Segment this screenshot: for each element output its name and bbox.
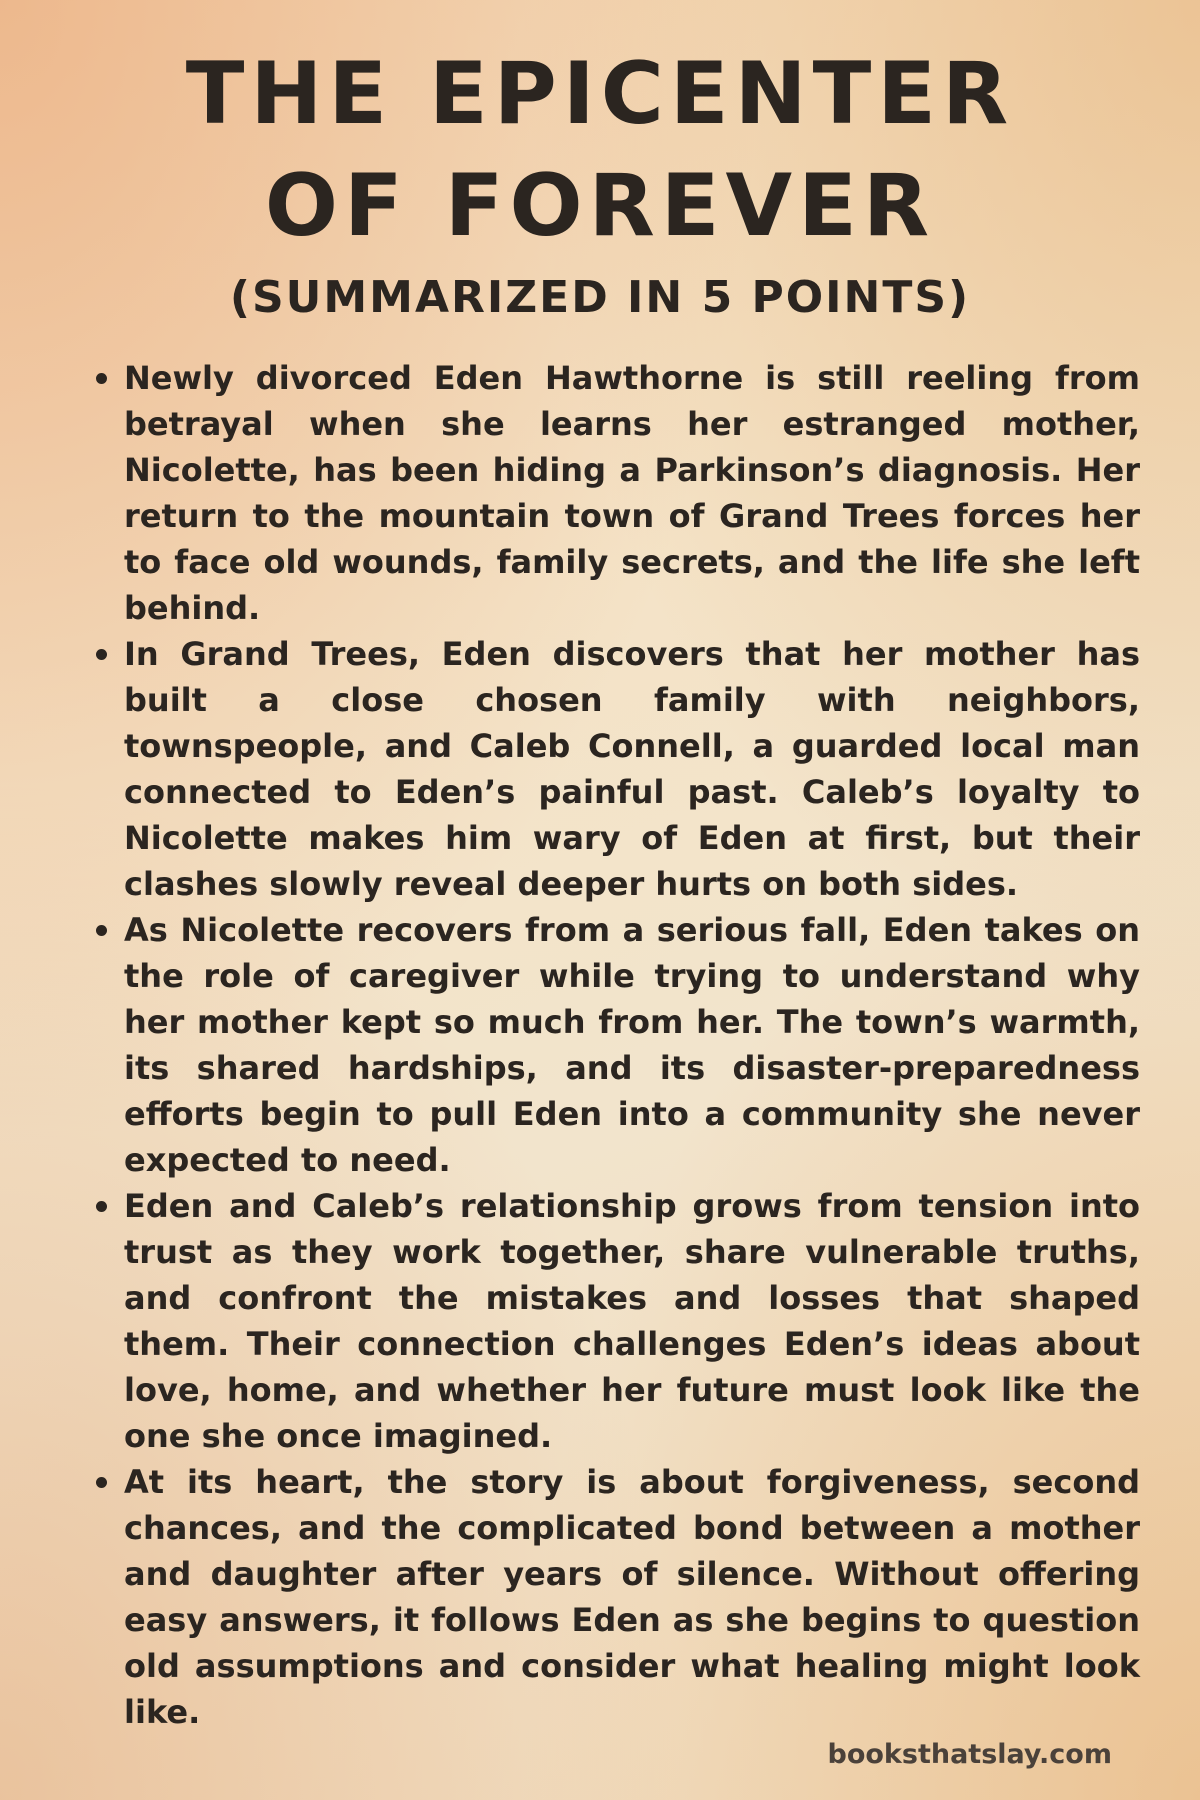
bullet-icon [96, 1477, 107, 1488]
summary-point-1 [90, 355, 1140, 631]
bullet-icon [96, 925, 107, 936]
summary-point-text: As Nicolette recovers from a serious fall, Eden takes on the role of caregiver while trying to understand why her mother kept so much from her. The town’s warmth, its shared hardships, and its disaster-preparedness efforts begin to pull Eden into a community she never expected to need. [124, 911, 1140, 1179]
summary-point-text: In Grand Trees, Eden discovers that her mother has built a close chosen family with neighbors, townspeople, and Caleb Connell, a guarded local man connected to Eden’s painful past. Caleb’s loyalty to Nicolette makes him wary of Eden at first, but their clashes slowly reveal deeper hurts on both sides. [124, 635, 1140, 903]
summary-point-text: Newly divorced Eden Hawthorne is still reeling from betrayal when she learns her estranged mother, Nicolette, has been hiding a Parkinson’s diagnosis. Her return to the mountain town of Grand Trees forces her to face old wounds, family secrets, and the life she left behind. [124, 359, 1140, 627]
page-title: THE EPICENTER OF FOREVER [185, 44, 1015, 256]
page-subtitle: (SUMMARIZED IN 5 POINTS) [229, 272, 971, 323]
bullet-icon [96, 1201, 107, 1212]
summary-points-list [90, 355, 1140, 1735]
website-credit: booksthatslay.com [827, 1739, 1112, 1770]
summary-point-3 [90, 907, 1140, 1183]
summary-point-2 [90, 631, 1140, 907]
summary-point-4 [90, 1183, 1140, 1459]
summary-point-text: Eden and Caleb’s relationship grows from tension into trust as they work together, share vulnerable truths, and confront the mistakes and losses that shaped them. Their connection challenges Eden’s ideas about love, home, and whether her future must look like the one she once imagined. [124, 1187, 1140, 1455]
summary-point-5 [90, 1459, 1140, 1735]
bullet-icon [96, 649, 107, 660]
summary-point-text: At its heart, the story is about forgiveness, second chances, and the complicated bond between a mother and daughter after years of silence. Without offering easy answers, it follows Eden as she begins to question old assumptions and consider what healing might look like. [124, 1463, 1140, 1731]
bullet-icon [96, 373, 107, 384]
